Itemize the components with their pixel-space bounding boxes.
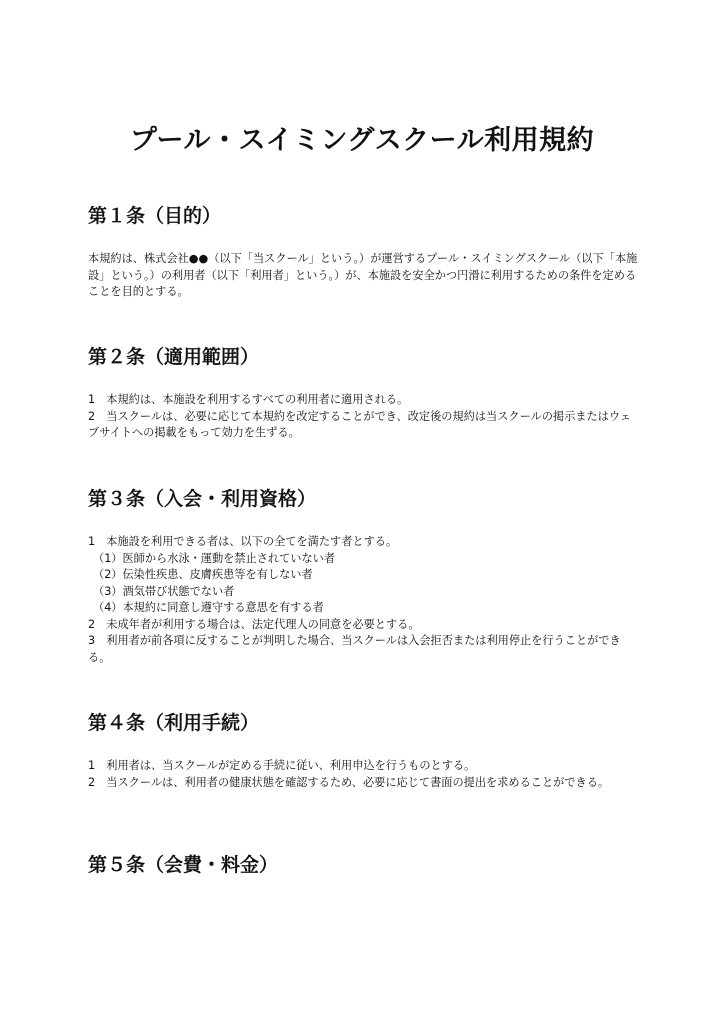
article-paragraph: 1 本規約は、本施設を利用するすべての利用者に適用される。 [88, 393, 409, 406]
article-paragraph: 本規約は、株式会社●●（以下「当スクール」という。）が運営するプール・スイミングスクール（以下「本施設」という。）の利用者（以下「利用者」という。）が、本施設を安全かつ円滑に利用するための条件を定めることを目的とする。 [88, 252, 638, 298]
article-body [88, 534, 640, 666]
article-heading: 第５条（会費・料金） [88, 854, 279, 876]
article-list-item: （3）酒気帯び状態でない者 [93, 584, 235, 598]
article-paragraph: 1 利用者は、当スクールが定める手続に従い、利用申込を行うものとする。 [88, 759, 476, 772]
article-paragraph: 2 当スクールは、利用者の健康状態を確認するため、必要に応じて書面の提出を求めることができる。 [88, 775, 610, 789]
article-5 [88, 852, 640, 878]
article-heading: 第２条（適用範囲） [88, 346, 260, 368]
article-list-item: （4）本規約に同意し遵守する意思を有する者 [93, 601, 324, 614]
article-body [88, 251, 640, 301]
article-body [88, 392, 640, 442]
article-paragraph: 2 当スクールは、必要に応じて本規約を改定することができ、改定後の規約は当スクールの掲示またはウェブサイトへの掲載をもって効力を生ずる。 [88, 409, 631, 439]
article-1 [88, 203, 640, 301]
article-body [88, 758, 640, 791]
article-heading: 第４条（利用手続） [88, 712, 260, 734]
article-list-item: （2）伝染性疾患、皮膚疾患等を有しない者 [93, 568, 313, 581]
article-4 [88, 710, 640, 791]
article-heading: 第３条（入会・利用資格） [88, 488, 317, 510]
article-heading: 第１条（目的） [88, 205, 222, 227]
article-paragraph: 1 本施設を利用できる者は、以下の全てを満たす者とする。 [88, 535, 398, 548]
document-title: プール・スイミングスクール利用規約 [129, 125, 595, 156]
article-paragraph: 2 未成年者が利用する場合は、法定代理人の同意を必要とする。 [88, 617, 420, 631]
article-3 [88, 486, 640, 666]
article-paragraph: 3 利用者が前各項に反することが判明した場合、当スクールは入会拒否または利用停止を行うことができる。 [88, 634, 621, 664]
article-list-item: （1）医師から水泳・運動を禁止されていない者 [93, 551, 336, 565]
article-2 [88, 344, 640, 442]
